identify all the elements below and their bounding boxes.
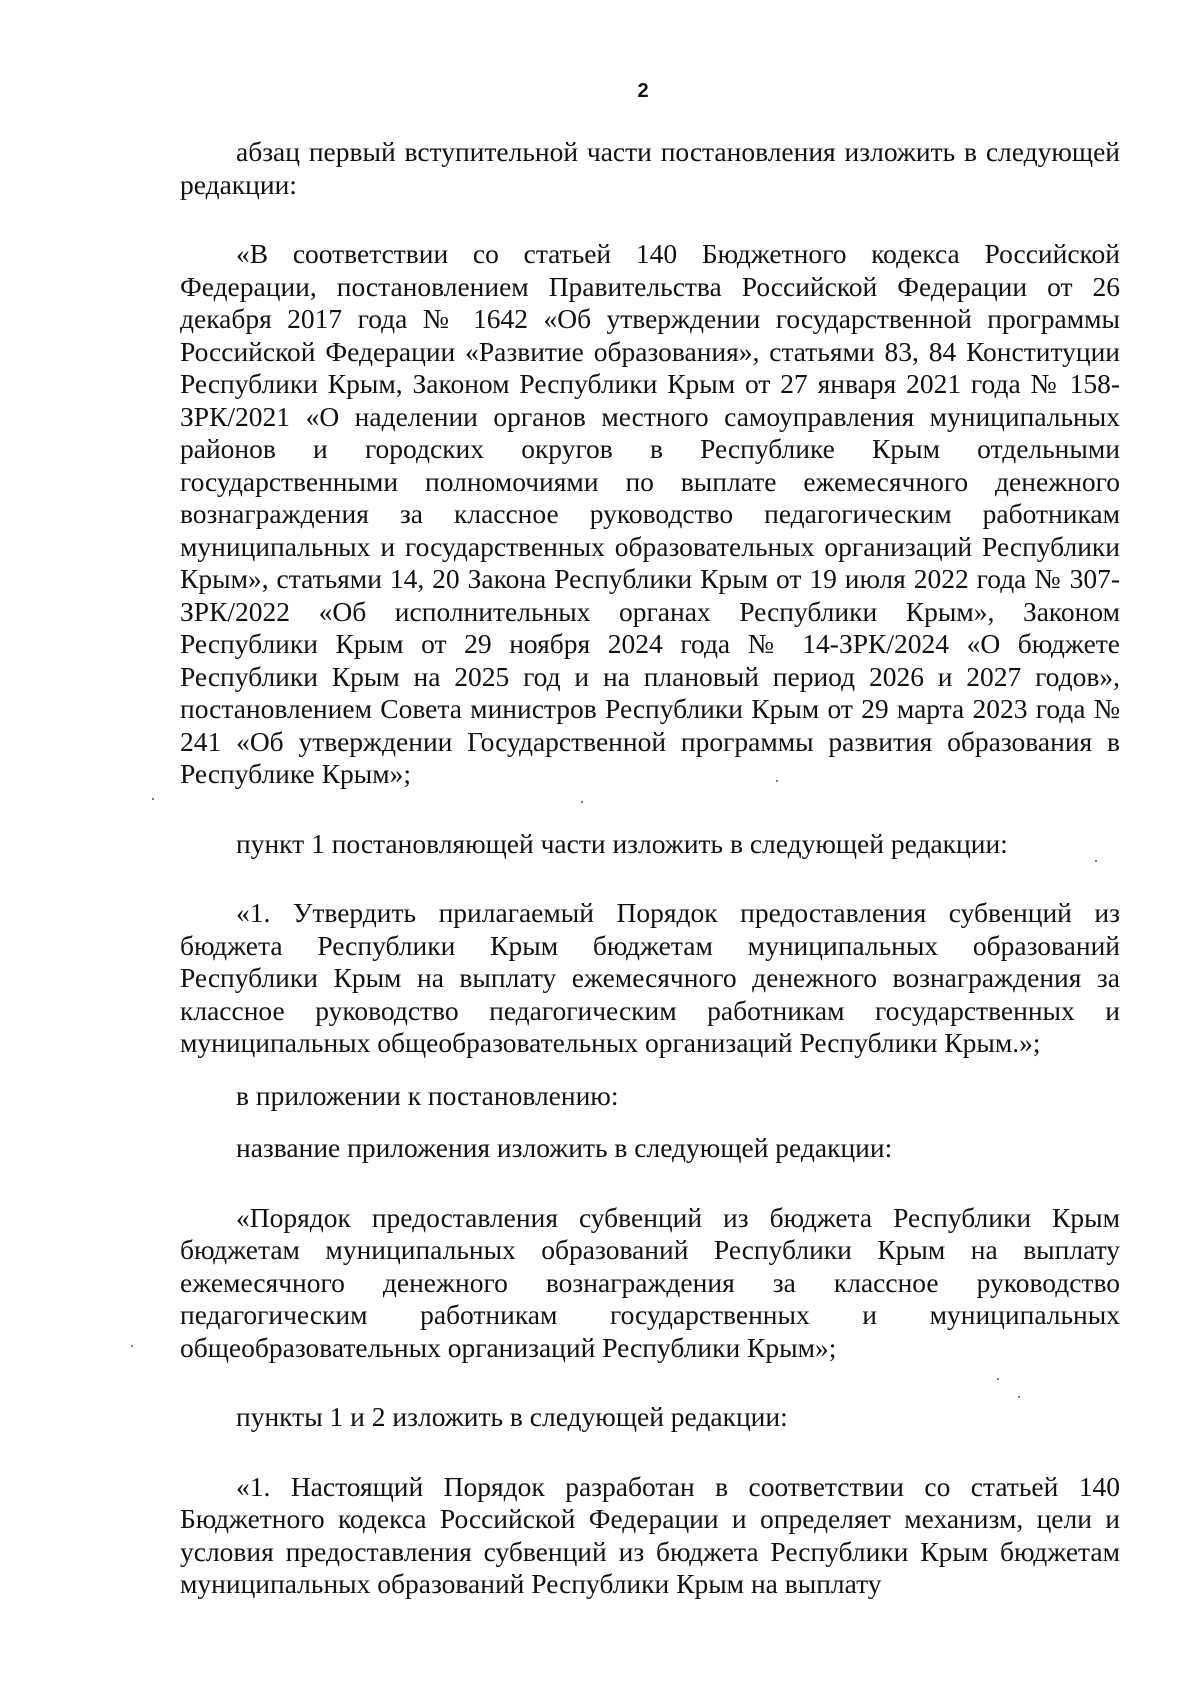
document-body [180,136,1120,1601]
paragraph-appendix-heading: в приложении к постановлению: [236,1079,619,1111]
scan-speck [997,1378,999,1380]
paragraph-appendix-title-text: «Порядок предоставления субвенций из бюджета Республики Крым бюджетам муниципальных образований Республики Крым на выплату ежемесячного денежного вознаграждения за классное руководство педагогическим работникам государственных и муниципальных общеобразовательных организаций Республики Крым»; [180,1201,1120,1363]
paragraph-point1-new-text: «1. Настоящий Порядок разработан в соответствии со статьей 140 Бюджетного кодекса Российской Федерации и определяет механизм, цели и условия предоставления субвенций из бюджета Республики Крым бюджетам муниципальных образований Республики Крым на выплату [180,1470,1120,1599]
scan-speck [776,780,778,782]
paragraph-appendix-title-instruction: название приложения изложить в следующей редакции: [236,1132,893,1163]
scan-speck [1095,860,1097,862]
paragraph-preamble-text: «В соответствии со статьей 140 Бюджетного кодекса Российской Федерации, постановлением Правительства Российской Федерации от 26 декабря 2017 года № 1642 «Об утверждении государственной программы Российской Федерации «Развитие образования», статьями 83, 84 Конституции Республики Крым, Законом Республики Крым от 27 января 2021 года № 158-ЗРК/2021 «О наделении органов местного самоуправления муниципальных районов и городских округов в Республике Крым отдельными государственными полномочиями по выплате ежемесячного денежного вознаграждения за классное руководство педагогическим работникам муниципальных и государственных образовательных организаций Республики Крым», статьями 14, 20 Закона Республики Крым от 19 июля 2022 года № 307-ЗРК/2022 «Об исполнительных органах Республики Крым», Законом Республики Крым от 29 ноября 2024 года № 14-ЗРК/2024 «О бюджете Республики Крым на 2025 год и на плановый период 2026 и 2027 годов», постановлением Совета министров Республики Крым от 29 марта 2023 года № 241 «Об утверждении Государственной программы развития образования в Республике Крым»; [180,238,1120,789]
scan-speck [152,798,154,800]
page-number: 2 [637,80,649,102]
paragraph-intro-instruction: абзац первый вступительной части постановления изложить в следующей редакции: [180,136,1120,200]
scan-speck [131,1345,133,1347]
paragraph-point1-instruction: пункт 1 постановляющей части изложить в следующей редакции: [236,827,1008,859]
paragraph-point1-text: «1. Утвердить прилагаемый Порядок предоставления субвенций из бюджета Республики Крым бюджетам муниципальных образований Республики Крым на выплату ежемесячного денежного вознаграждения за классное руководство педагогическим работникам государственных и муниципальных общеобразовательных организаций Республики Крым.»; [180,897,1120,1058]
scan-speck [581,801,583,803]
paragraph-points-instruction: пункты 1 и 2 изложить в следующей редакции: [236,1401,788,1432]
scan-speck [1018,1396,1020,1398]
